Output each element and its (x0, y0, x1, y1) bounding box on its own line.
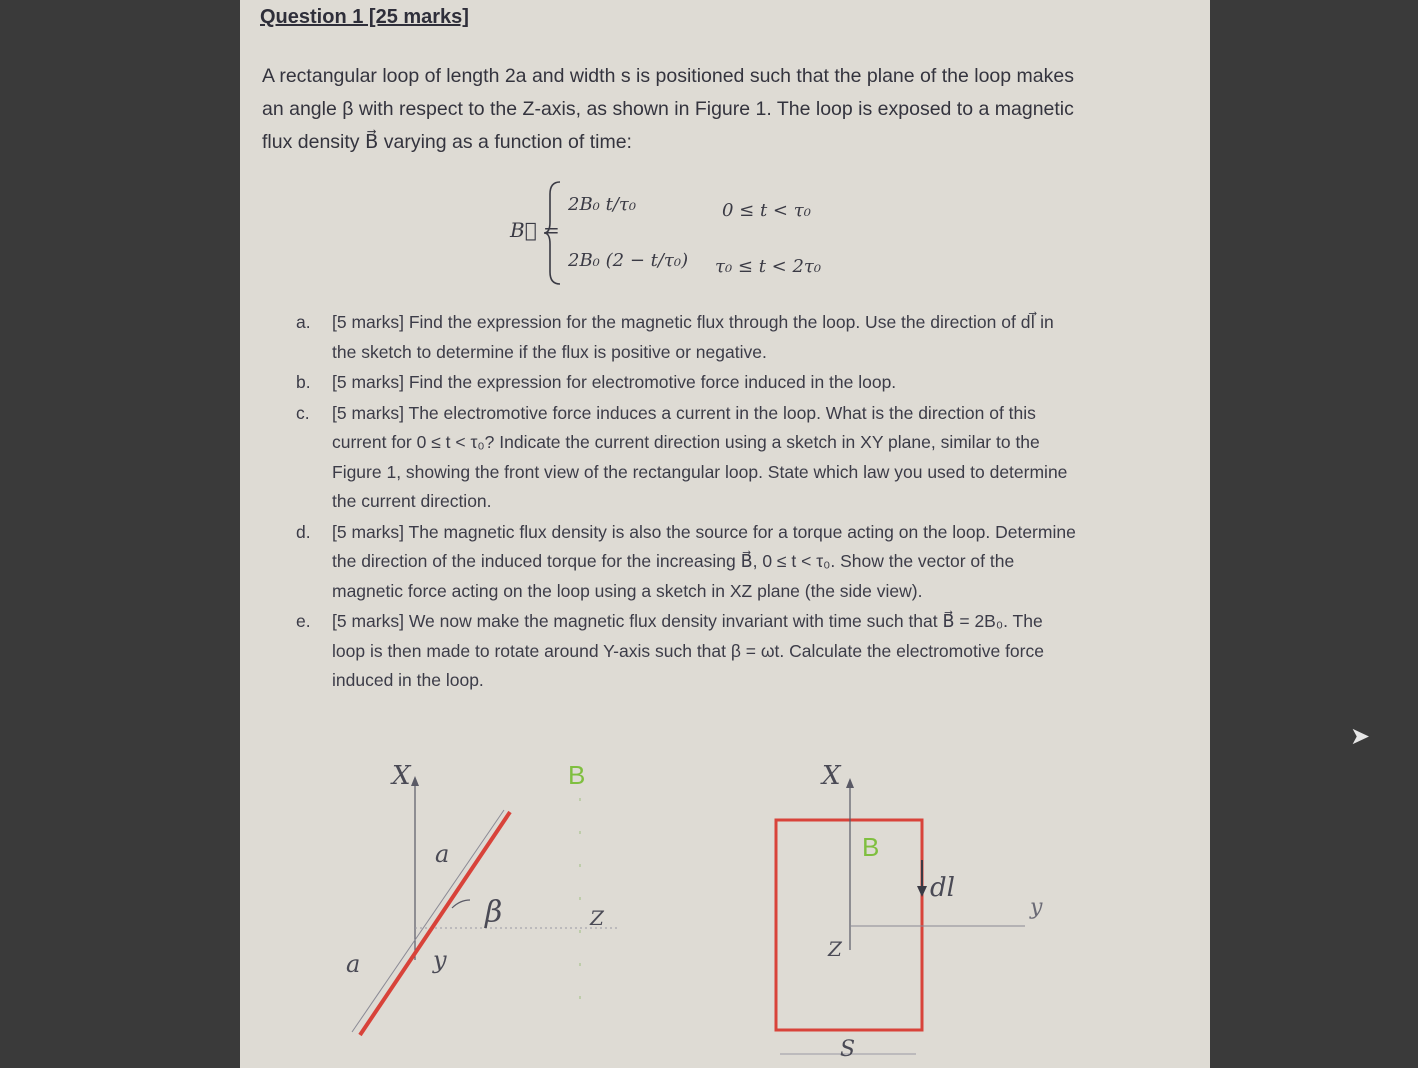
part-label: d. (296, 521, 311, 542)
part-label: e. (296, 611, 311, 631)
x-axis-arrow-icon (411, 776, 419, 786)
side-view-diagram (346, 760, 620, 1035)
equation-lhs: B⃗ = (510, 218, 560, 242)
rectangular-loop (776, 820, 922, 1030)
question-intro: A rectangular loop of length 2a and width s is positioned such that the plane of the loop makes an angle β with respect to the Z-axis, as shown in Figure 1. The loop is exposed to a magnetic flux density B⃗ varying as a function of time: (262, 65, 1074, 153)
right-z-label: Z (828, 937, 842, 961)
document-page (240, 0, 1210, 1068)
part-text: [5 marks] Find the expression for the magnetic flux through the loop. Use the direction of dl⃗ in the sketch to determine if the flux is positive or negative. (332, 312, 1054, 362)
beta-label: β (485, 895, 503, 930)
part-a (296, 308, 1076, 367)
figure-1 (280, 750, 1120, 1068)
s-label: S (840, 1037, 856, 1062)
part-d (296, 518, 1076, 607)
equation-case-2: 2B₀ (2 − t/τ₀) (568, 250, 689, 271)
part-text: [5 marks] The magnetic flux density is also the source for a torque acting on the loop. Determine the direction of the induced torque for the increasing B⃗, 0 ≤ t < τ₀. Show the vector of the magnetic force acting on the loop using a sketch in XZ plane (the side view). (332, 521, 1076, 601)
part-label: a. (296, 312, 311, 332)
equation-range-1: 0 ≤ t < τ₀ (722, 200, 811, 221)
part-e (296, 607, 1076, 696)
equation-block (510, 180, 850, 290)
beta-angle-arc (452, 900, 470, 908)
part-label: b. (296, 372, 311, 392)
mouse-cursor-icon: ➤ (1350, 723, 1371, 750)
question-title: Question 1 [25 marks] (260, 6, 469, 28)
part-text: [5 marks] Find the expression for electromotive force induced in the loop. (332, 372, 897, 392)
part-c (296, 399, 1076, 517)
left-y-label: y (433, 946, 447, 974)
right-x-axis-arrow-icon (846, 778, 854, 788)
dl-label: dl (930, 873, 955, 903)
front-view-diagram (776, 761, 1043, 1062)
right-y-label: y (1030, 895, 1043, 920)
left-x-label: X (392, 761, 411, 791)
part-text: [5 marks] We now make the magnetic flux density invariant with time such that B⃗ = 2B₀. The loop is then made to rotate around Y-axis such that β = ωt. Calculate the electromotive force induced in the loop. (332, 611, 1044, 690)
right-x-label: X (822, 761, 841, 791)
dl-arrow-icon (917, 886, 927, 897)
left-b-label: B (568, 760, 586, 790)
part-label: c. (296, 402, 310, 423)
parts-list (296, 308, 1076, 697)
loop-edge-gray (352, 810, 504, 1032)
left-z-label: Z (590, 906, 604, 930)
part-b (296, 368, 1076, 398)
left-a-top-label: a (435, 840, 450, 868)
right-b-label: B (862, 832, 880, 862)
equation-case-1: 2B₀ t/τ₀ (568, 194, 637, 215)
left-a-bottom-label: a (346, 950, 361, 978)
brace-icon (542, 180, 564, 286)
equation-range-2: τ₀ ≤ t < 2τ₀ (715, 256, 822, 277)
part-text: [5 marks] The electromotive force induces a current in the loop. What is the direction of this current for 0 ≤ t < τ₀? Indicate the current direction using a sketch in XY plane, similar to the Figure 1, showing the front view of the rectangular loop. State which law you used to determine the current direction. (332, 402, 1068, 511)
